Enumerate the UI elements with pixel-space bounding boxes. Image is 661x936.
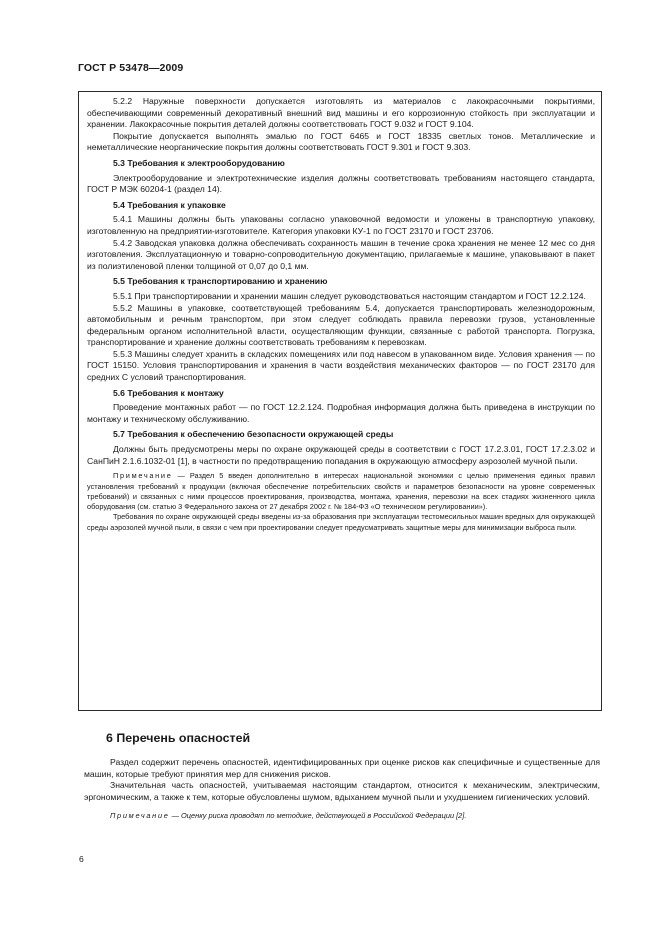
heading-5-5: 5.5 Требования к транспортированию и хранению: [113, 276, 328, 287]
paragraph-5-5-1: 5.5.1 При транспортировании и хранении машин следует руководствоваться настоящим стандартом и ГОСТ 12.2.124.: [113, 290, 586, 301]
section-6-title: 6 Перечень опасностей: [106, 731, 251, 745]
paragraph-5-3: Электрооборудование и электротехнические изделия должны соответствовать требованиям настоящего стандарта, ГОСТ Р МЭК 60204-1 (раздел 14).: [87, 172, 595, 195]
paragraph-5-6: Проведение монтажных работ — по ГОСТ 12.2.124. Подробная информация должна быть приведена в инструкции по монтажу и техническому обслуживанию.: [87, 402, 595, 424]
note-label: Примечание: [113, 471, 173, 481]
paragraph-coating: Покрытие допускается выполнять эмалью по ГОСТ 6465 и ГОСТ 18335 светлых тонов. Металлические и неметаллические неорганические покрытия должны соответствовать ГОСТ 9.301 и ГОСТ 9.303.: [87, 130, 595, 153]
heading-5-6: 5.6 Требования к монтажу: [113, 387, 224, 398]
paragraph-5-5-2: 5.5.2 Машины в упаковке, соответствующей требованиям 5.4, допускается транспортировать железнодорожным, автомобильным и речным транспортом, при этом следует соблюдать правила перевозки грузов, установленные федеральным органом исполнительной власти, осуществляющим функции, связанные с работой транспорта. Погрузка, транспортирование и хранение должны соответствовать требованиям к перевозкам.: [87, 302, 595, 348]
note-section-6: [110, 810, 600, 821]
section-5-frame: [78, 91, 602, 711]
note-section-5: [87, 471, 595, 512]
note-6-text: — Оценку риска проводят по методике, действующей в Российской Федерации [2].: [169, 811, 467, 821]
paragraph-5-4-2: 5.4.2 Заводская упаковка должна обеспечивать сохранность машин в течение срока хранения не менее 12 мес со дня изготовления. Эксплуатационную и товарно-сопроводительную документацию, прилагаемые к машине, упаковывают в пакет из полиэтиленовой пленки толщиной от 0,07 до 0,1 мм.: [87, 237, 595, 271]
paragraph-5-2-2: 5.2.2 Наружные поверхности допускается изготовлять из материалов с лакокрасочными покрытиями, обеспечивающими современный декоративный внешний вид машины и его коррозионную стойкость при эксплуатации и хранении. Лакокрасочные покрытия деталей должны соответствовать ГОСТ 9.032 и ГОСТ 9.104.: [87, 96, 595, 130]
paragraph-5-4-1: 5.4.1 Машины должны быть упакованы согласно упаковочной ведомости и уложены в транспортную упаковку, изготовленную на предприятии-изготовителе. Категория упаковки КУ-1 по ГОСТ 23170 и ГОСТ 23706.: [87, 214, 595, 236]
paragraph-5-5-3: 5.5.3 Машины следует хранить в складских помещениях или под навесом в упакованном виде. Условия хранения — по ГОСТ 15150. Условия транспортирования и хранения в части воздействия механических факторов — по ГОСТ 23170 для средних С условий транспортирования.: [87, 348, 595, 383]
heading-5-3: 5.3 Требования к электрооборудованию: [113, 157, 285, 168]
note-environment: Требования по охране окружающей среды введены из-за образования при эксплуатации тестомесильных машин вредных для окружающей среды аэрозолей мучной пыли, в связи с чем при проектировании следует предусматривать защитные меры для минимизации выброса пыли.: [87, 512, 595, 532]
section-6-body: [84, 757, 600, 821]
note-6-label: Примечание: [110, 811, 170, 821]
heading-5-4: 5.4 Требования к упаковке: [113, 199, 226, 210]
paragraph-6-1: Раздел содержит перечень опасностей, идентифицированных при оценке рисков как специфичные и существенные для машин, которые требуют принятия мер для снижения рисков.: [84, 757, 600, 779]
heading-5-7: 5.7 Требования к обеспечению безопасности окружающей среды: [113, 429, 394, 440]
note-text: — Раздел 5 введен дополнительно в интересах национальной экономики с целью применения единых правил установления требований к продукции (включая обеспечение потребительских свойств и параметров безопасности на уровне современных требований) и связанных с ними процессов проектирования, производства, монтажа, хранения, перевозки на всех стадиях жизненного цикла оборудования (см. статью 3 Федерального закона от 27 декабря 2002 г. № 184-ФЗ «О техническом регулировании»).: [87, 471, 595, 512]
paragraph-5-7: Должны быть предусмотрены меры по охране окружающей среды в соответствии с ГОСТ 17.2.3.01, ГОСТ 17.2.3.02 и СанПиН 2.1.6.1032-01 [1], в частности по предотвращению попадания в окружающую атмосферу аэрозолей мучной пыли.: [87, 444, 595, 466]
paragraph-6-2: Значительная часть опасностей, учитываемая настоящим стандартом, относится к механическим, электрическим, эргономическим, а также к тем, которые обусловлены шумом, вдыханием мучной пыли и ухудшением гигиенических условий.: [84, 780, 600, 802]
document-code: ГОСТ Р 53478—2009: [78, 62, 184, 74]
page-number: 6: [79, 854, 84, 864]
